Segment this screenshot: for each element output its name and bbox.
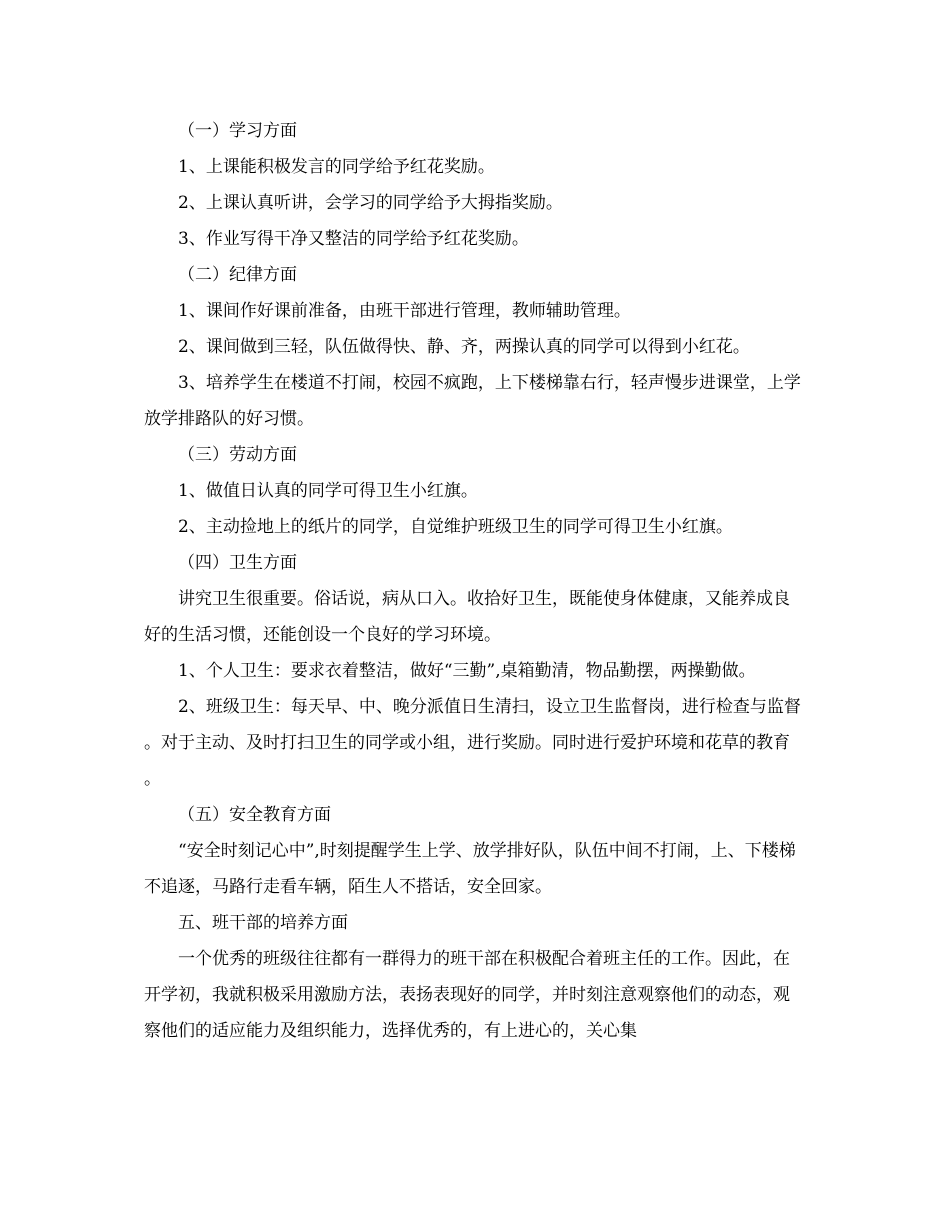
document-body (144, 113, 804, 1049)
paragraph: 2、课间做到三轻，队伍做得快、静、齐，两操认真的同学可以得到小红花。 (178, 337, 750, 357)
section-heading-hygiene: （四）卫生方面 (178, 553, 297, 573)
paragraph: 2、主动捡地上的纸片的同学，自觉维护班级卫生的同学可得卫生小红旗。 (178, 517, 733, 537)
section-heading-study: （一）学习方面 (178, 121, 297, 141)
paragraph: 1、上课能积极发言的同学给予红花奖励。 (178, 157, 495, 177)
section-heading-discipline: （二）纪律方面 (178, 265, 297, 285)
paragraph: 3、培养学生在楼道不打闹，校园不疯跑，上下楼梯靠右行，轻声慢步进课堂，上学放学排路队的好习惯。 (144, 373, 801, 429)
paragraph: 1、课间作好课前准备，由班干部进行管理，教师辅助管理。 (178, 301, 631, 321)
paragraph: 3、作业写得干净又整洁的同学给予红花奖励。 (178, 229, 529, 249)
section-heading-class-leaders: 五、班干部的培养方面 (178, 913, 348, 933)
paragraph: “安全时刻记心中”,时刻提醒学生上学、放学排好队，队伍中间不打闹，上、下楼梯不追逐，马路行走看车辆，陌生人不搭话，安全回家。 (144, 841, 796, 897)
paragraph: 2、班级卫生：每天早、中、晚分派值日生清扫，设立卫生监督岗，进行检查与监督。对于主动、及时打扫卫生的同学或小组，进行奖励。同时进行爱护环境和花草的教育。 (144, 697, 801, 789)
section-heading-safety: （五）安全教育方面 (178, 805, 331, 825)
paragraph: 一个优秀的班级往往都有一群得力的班干部在积极配合着班主任的工作。因此，在开学初，我就积极采用激励方法，表扬表现好的同学，并时刻注意观察他们的动态，观察他们的适应能力及组织能力，选择优秀的，有上进心的，关心集 (144, 949, 790, 1041)
paragraph: 1、做值日认真的同学可得卫生小红旗。 (178, 481, 478, 501)
paragraph: 2、上课认真听讲，会学习的同学给予大拇指奖励。 (178, 193, 563, 213)
paragraph: 1、个人卫生：要求衣着整洁，做好“三勤”,桌箱勤清，物品勤摆，两操勤做。 (178, 661, 756, 681)
paragraph: 讲究卫生很重要。俗话说，病从口入。收拾好卫生，既能使身体健康，又能养成良好的生活习惯，还能创设一个良好的学习环境。 (144, 589, 790, 645)
section-heading-labor: （三）劳动方面 (178, 445, 297, 465)
